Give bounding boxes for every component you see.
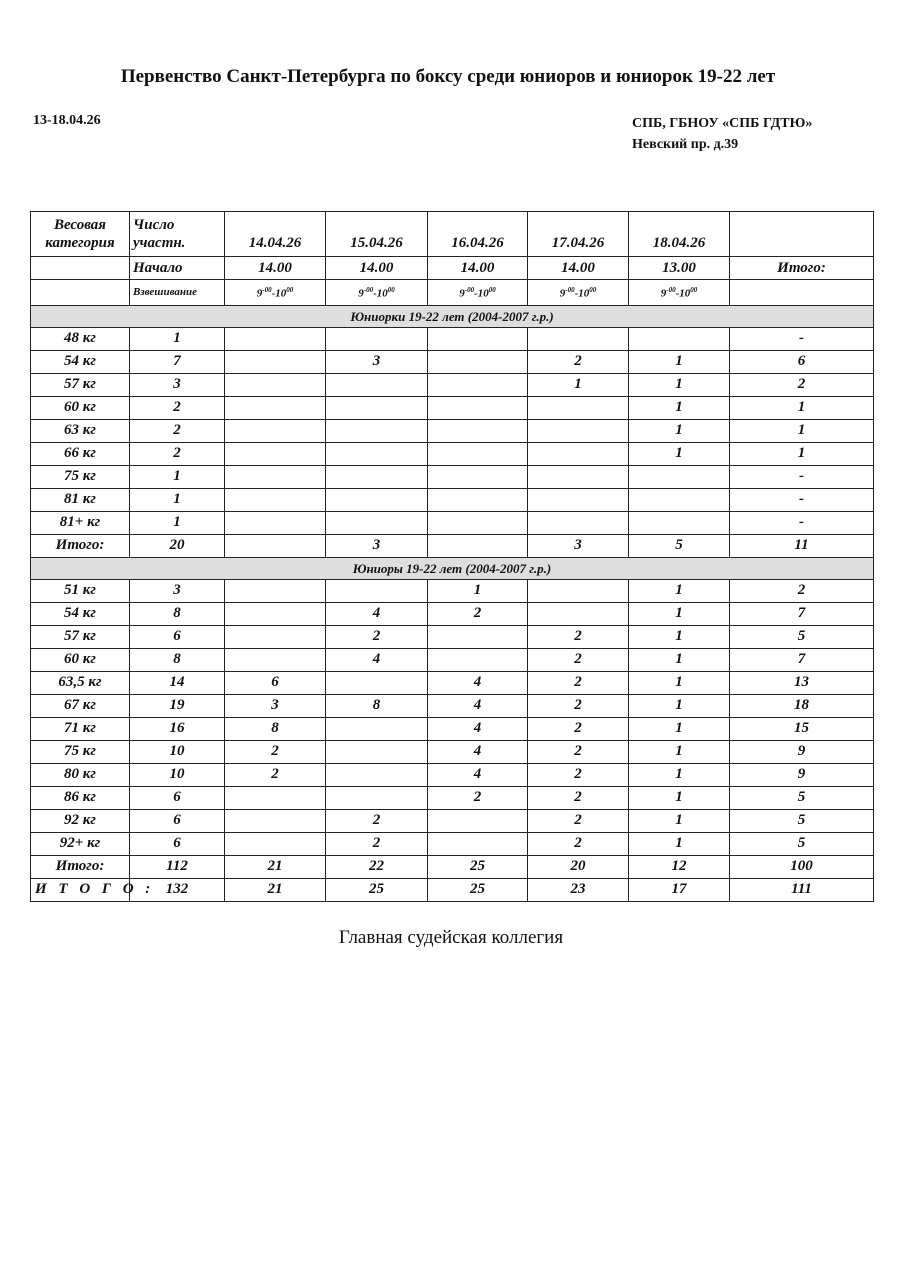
participants-count: 19 bbox=[130, 694, 225, 717]
bouts-count: 3 bbox=[528, 534, 629, 557]
bouts-count: 1 bbox=[428, 579, 528, 602]
participants-count: 10 bbox=[130, 763, 225, 786]
bouts-count: 1 bbox=[629, 648, 730, 671]
bouts-count bbox=[326, 763, 428, 786]
row-total: 2 bbox=[730, 373, 874, 396]
bouts-count bbox=[225, 396, 326, 419]
table-row bbox=[31, 786, 874, 809]
weight-category-header: Весовая категория bbox=[31, 212, 130, 257]
weight-category: 60 кг bbox=[31, 396, 130, 419]
weigh-in-time: $9^{-00}-10^{00}$ bbox=[629, 280, 730, 306]
start-time: 14.00 bbox=[326, 257, 428, 280]
bouts-count: 3 bbox=[225, 694, 326, 717]
weight-category: 63 кг bbox=[31, 419, 130, 442]
bouts-count bbox=[528, 602, 629, 625]
bouts-count bbox=[528, 327, 629, 350]
bouts-count bbox=[225, 648, 326, 671]
blank-header-cell bbox=[730, 280, 874, 306]
day-header: 18.04.26 bbox=[629, 212, 730, 257]
bouts-count bbox=[225, 488, 326, 511]
section-header-row bbox=[31, 557, 874, 579]
row-total: 7 bbox=[730, 648, 874, 671]
start-time: 14.00 bbox=[428, 257, 528, 280]
weight-category: 54 кг bbox=[31, 602, 130, 625]
bouts-count: 2 bbox=[326, 832, 428, 855]
participants-count: 1 bbox=[130, 511, 225, 534]
subtotal-row bbox=[31, 534, 874, 557]
weight-category: 57 кг bbox=[31, 625, 130, 648]
row-total: 11 bbox=[730, 534, 874, 557]
bouts-count bbox=[326, 786, 428, 809]
bouts-count bbox=[528, 396, 629, 419]
bouts-count bbox=[428, 442, 528, 465]
bouts-count: 2 bbox=[225, 763, 326, 786]
bouts-count bbox=[528, 511, 629, 534]
bouts-count bbox=[225, 419, 326, 442]
bouts-count bbox=[428, 350, 528, 373]
bouts-count bbox=[629, 488, 730, 511]
table-row bbox=[31, 648, 874, 671]
bouts-count bbox=[225, 465, 326, 488]
bouts-count: 2 bbox=[528, 717, 629, 740]
bouts-count bbox=[428, 373, 528, 396]
bouts-count bbox=[326, 396, 428, 419]
bouts-count: 1 bbox=[629, 740, 730, 763]
participants-count: 16 bbox=[130, 717, 225, 740]
bouts-count: 2 bbox=[528, 763, 629, 786]
row-total: 9 bbox=[730, 740, 874, 763]
bouts-count: 1 bbox=[629, 419, 730, 442]
bouts-count: 25 bbox=[428, 878, 528, 901]
document-title: Первенство Санкт-Петербурга по боксу среди юниоров и юниорок 19-22 лет bbox=[120, 66, 776, 87]
bouts-count bbox=[326, 327, 428, 350]
section-title: Юниорки 19-22 лет (2004-2007 г.р.) bbox=[31, 305, 874, 327]
bouts-count bbox=[225, 327, 326, 350]
weight-category: 81+ кг bbox=[31, 511, 130, 534]
participants-count: 14 bbox=[130, 671, 225, 694]
bouts-count: 2 bbox=[528, 832, 629, 855]
row-total: - bbox=[730, 488, 874, 511]
start-label: Начало bbox=[130, 257, 225, 280]
bouts-count: 1 bbox=[629, 579, 730, 602]
bouts-count: 2 bbox=[528, 694, 629, 717]
bouts-count: 4 bbox=[428, 740, 528, 763]
weight-category: 51 кг bbox=[31, 579, 130, 602]
bouts-count bbox=[528, 442, 629, 465]
row-total: 13 bbox=[730, 671, 874, 694]
weight-category: 86 кг bbox=[31, 786, 130, 809]
bouts-count: 25 bbox=[428, 855, 528, 878]
header-row-weigh-in bbox=[31, 280, 874, 306]
bouts-count bbox=[225, 809, 326, 832]
bouts-count: 3 bbox=[326, 350, 428, 373]
weight-category: 81 кг bbox=[31, 488, 130, 511]
bouts-count: 2 bbox=[225, 740, 326, 763]
competition-dates: 13-18.04.26 bbox=[33, 113, 101, 128]
table-row bbox=[31, 465, 874, 488]
bouts-count bbox=[225, 442, 326, 465]
weigh-in-time: $9^{-00}-10^{00}$ bbox=[528, 280, 629, 306]
table-row bbox=[31, 717, 874, 740]
participants-count: 132 bbox=[130, 878, 225, 901]
row-total: 111 bbox=[730, 878, 874, 901]
row-total: - bbox=[730, 327, 874, 350]
day-header: 16.04.26 bbox=[428, 212, 528, 257]
venue-name: СПБ, ГБНОУ «СПБ ГДТЮ» bbox=[632, 116, 813, 131]
table-row bbox=[31, 740, 874, 763]
bouts-count: 2 bbox=[326, 809, 428, 832]
bouts-count bbox=[629, 327, 730, 350]
day-header: 17.04.26 bbox=[528, 212, 629, 257]
bouts-count: 8 bbox=[326, 694, 428, 717]
bouts-count: 4 bbox=[428, 763, 528, 786]
bouts-count bbox=[428, 809, 528, 832]
bouts-count: 3 bbox=[326, 534, 428, 557]
participants-count: 1 bbox=[130, 488, 225, 511]
bouts-count bbox=[428, 465, 528, 488]
bouts-count bbox=[428, 648, 528, 671]
bouts-count: 1 bbox=[629, 786, 730, 809]
participants-count: 2 bbox=[130, 442, 225, 465]
bouts-count: 2 bbox=[428, 602, 528, 625]
weight-category: 66 кг bbox=[31, 442, 130, 465]
chief-judges-panel: Главная судейская коллегия bbox=[338, 927, 564, 948]
bouts-count bbox=[225, 579, 326, 602]
bouts-count: 1 bbox=[629, 442, 730, 465]
participants-count: 3 bbox=[130, 579, 225, 602]
bouts-count bbox=[326, 442, 428, 465]
bouts-count bbox=[528, 465, 629, 488]
start-time: 14.00 bbox=[225, 257, 326, 280]
bouts-count bbox=[528, 579, 629, 602]
table-row bbox=[31, 511, 874, 534]
bouts-count bbox=[528, 419, 629, 442]
bouts-count: 1 bbox=[629, 763, 730, 786]
weight-category: 63,5 кг bbox=[31, 671, 130, 694]
participants-count: 2 bbox=[130, 396, 225, 419]
bouts-count: 4 bbox=[326, 602, 428, 625]
weight-category: 71 кг bbox=[31, 717, 130, 740]
bouts-count: 4 bbox=[428, 717, 528, 740]
table-row bbox=[31, 327, 874, 350]
bouts-count: 2 bbox=[528, 350, 629, 373]
bouts-count: 4 bbox=[428, 671, 528, 694]
participants-count: 1 bbox=[130, 327, 225, 350]
bouts-count: 21 bbox=[225, 878, 326, 901]
row-total: 7 bbox=[730, 602, 874, 625]
bouts-count: 2 bbox=[528, 671, 629, 694]
bouts-count: 6 bbox=[225, 671, 326, 694]
bouts-count: 2 bbox=[528, 809, 629, 832]
bouts-count: 2 bbox=[428, 786, 528, 809]
participants-count: 6 bbox=[130, 786, 225, 809]
row-total: 5 bbox=[730, 625, 874, 648]
bouts-count bbox=[428, 511, 528, 534]
bouts-count bbox=[428, 832, 528, 855]
table-row bbox=[31, 442, 874, 465]
blank-header-cell bbox=[31, 280, 130, 306]
bouts-count: 1 bbox=[629, 671, 730, 694]
weight-category: 67 кг bbox=[31, 694, 130, 717]
bouts-count: 17 bbox=[629, 878, 730, 901]
table-row bbox=[31, 419, 874, 442]
bouts-count: 22 bbox=[326, 855, 428, 878]
bouts-count bbox=[326, 740, 428, 763]
bouts-count: 1 bbox=[629, 396, 730, 419]
table-row bbox=[31, 350, 874, 373]
bouts-count: 1 bbox=[629, 832, 730, 855]
bouts-count: 1 bbox=[528, 373, 629, 396]
bouts-count bbox=[326, 373, 428, 396]
bouts-count: 1 bbox=[629, 373, 730, 396]
table-row bbox=[31, 809, 874, 832]
row-total: 9 bbox=[730, 763, 874, 786]
bouts-count: 20 bbox=[528, 855, 629, 878]
bouts-count bbox=[225, 786, 326, 809]
row-total: 1 bbox=[730, 442, 874, 465]
bouts-count: 4 bbox=[326, 648, 428, 671]
participants-count: 3 bbox=[130, 373, 225, 396]
participants-count: 10 bbox=[130, 740, 225, 763]
bouts-count: 25 bbox=[326, 878, 428, 901]
row-total: 5 bbox=[730, 809, 874, 832]
bouts-count: 1 bbox=[629, 694, 730, 717]
bouts-count bbox=[326, 579, 428, 602]
weight-category: 92+ кг bbox=[31, 832, 130, 855]
header-row-days bbox=[31, 212, 874, 257]
bouts-count bbox=[326, 419, 428, 442]
row-total: 6 bbox=[730, 350, 874, 373]
participants-count: 20 bbox=[130, 534, 225, 557]
bouts-count: 2 bbox=[528, 786, 629, 809]
row-total: 2 bbox=[730, 579, 874, 602]
row-total: 1 bbox=[730, 396, 874, 419]
weight-category: 48 кг bbox=[31, 327, 130, 350]
participants-count: 112 bbox=[130, 855, 225, 878]
section-header-row bbox=[31, 305, 874, 327]
section-title: Юниоры 19-22 лет (2004-2007 г.р.) bbox=[31, 557, 874, 579]
schedule-table bbox=[30, 211, 874, 902]
weight-category: 92 кг bbox=[31, 809, 130, 832]
bouts-count bbox=[428, 625, 528, 648]
bouts-count: 1 bbox=[629, 809, 730, 832]
bouts-count bbox=[326, 717, 428, 740]
blank-header-cell bbox=[730, 212, 874, 257]
bouts-count: 1 bbox=[629, 625, 730, 648]
weigh-in-label: Взвешивание bbox=[130, 280, 225, 306]
total-label: Итого: bbox=[31, 534, 130, 557]
bouts-count: 21 bbox=[225, 855, 326, 878]
bouts-count bbox=[225, 602, 326, 625]
start-time: 14.00 bbox=[528, 257, 629, 280]
table-row bbox=[31, 602, 874, 625]
bouts-count bbox=[428, 419, 528, 442]
bouts-count: 2 bbox=[528, 625, 629, 648]
weight-category: 57 кг bbox=[31, 373, 130, 396]
bouts-count bbox=[428, 534, 528, 557]
bouts-count bbox=[629, 511, 730, 534]
participants-count-header: Число участн. bbox=[130, 212, 225, 257]
bouts-count: 1 bbox=[629, 350, 730, 373]
bouts-count bbox=[629, 465, 730, 488]
bouts-count bbox=[326, 488, 428, 511]
blank-header-cell bbox=[31, 257, 130, 280]
row-total: - bbox=[730, 511, 874, 534]
bouts-count bbox=[326, 465, 428, 488]
bouts-count: 1 bbox=[629, 602, 730, 625]
weight-category: 75 кг bbox=[31, 740, 130, 763]
day-header: 15.04.26 bbox=[326, 212, 428, 257]
weigh-in-time: $9^{-00}-10^{00}$ bbox=[428, 280, 528, 306]
participants-count: 6 bbox=[130, 832, 225, 855]
bouts-count bbox=[225, 373, 326, 396]
venue-block bbox=[632, 113, 812, 155]
start-time: 13.00 bbox=[629, 257, 730, 280]
weight-category: 80 кг bbox=[31, 763, 130, 786]
table-row bbox=[31, 579, 874, 602]
bouts-count bbox=[326, 511, 428, 534]
table-row bbox=[31, 832, 874, 855]
bouts-count: 5 bbox=[629, 534, 730, 557]
row-total: 1 bbox=[730, 419, 874, 442]
bouts-count: 12 bbox=[629, 855, 730, 878]
grand-total-row bbox=[31, 878, 874, 901]
weigh-in-time: $9^{-00}-10^{00}$ bbox=[225, 280, 326, 306]
bouts-count: 2 bbox=[326, 625, 428, 648]
subtotal-row bbox=[31, 855, 874, 878]
bouts-count bbox=[225, 350, 326, 373]
header-row-start bbox=[31, 257, 874, 280]
day-header: 14.04.26 bbox=[225, 212, 326, 257]
participants-count: 6 bbox=[130, 809, 225, 832]
bouts-count bbox=[225, 534, 326, 557]
weigh-in-time: $9^{-00}-10^{00}$ bbox=[326, 280, 428, 306]
participants-count: 7 bbox=[130, 350, 225, 373]
table-row bbox=[31, 671, 874, 694]
bouts-count bbox=[225, 832, 326, 855]
bouts-count: 1 bbox=[629, 717, 730, 740]
bouts-count bbox=[428, 327, 528, 350]
bouts-count bbox=[225, 625, 326, 648]
participants-count: 1 bbox=[130, 465, 225, 488]
total-label: И Т О Г О : bbox=[31, 878, 130, 901]
row-total: - bbox=[730, 465, 874, 488]
participants-count: 8 bbox=[130, 648, 225, 671]
weight-category: 54 кг bbox=[31, 350, 130, 373]
bouts-count: 4 bbox=[428, 694, 528, 717]
bouts-count bbox=[428, 396, 528, 419]
table-row bbox=[31, 373, 874, 396]
table-row bbox=[31, 694, 874, 717]
row-total: 18 bbox=[730, 694, 874, 717]
bouts-count bbox=[225, 511, 326, 534]
bouts-count: 8 bbox=[225, 717, 326, 740]
table-row bbox=[31, 396, 874, 419]
venue-address: Невский пр. д.39 bbox=[632, 137, 739, 152]
participants-count: 2 bbox=[130, 419, 225, 442]
row-total: 5 bbox=[730, 832, 874, 855]
weight-category: 75 кг bbox=[31, 465, 130, 488]
total-label: Итого: bbox=[31, 855, 130, 878]
bouts-count: 2 bbox=[528, 648, 629, 671]
bouts-count bbox=[528, 488, 629, 511]
table-row bbox=[31, 625, 874, 648]
participants-count: 8 bbox=[130, 602, 225, 625]
row-total: 5 bbox=[730, 786, 874, 809]
table-row bbox=[31, 763, 874, 786]
bouts-count: 23 bbox=[528, 878, 629, 901]
bouts-count: 2 bbox=[528, 740, 629, 763]
bouts-count bbox=[326, 671, 428, 694]
total-header: Итого: bbox=[730, 257, 874, 280]
bouts-count bbox=[428, 488, 528, 511]
row-total: 15 bbox=[730, 717, 874, 740]
table-row bbox=[31, 488, 874, 511]
participants-count: 6 bbox=[130, 625, 225, 648]
row-total: 100 bbox=[730, 855, 874, 878]
weight-category: 60 кг bbox=[31, 648, 130, 671]
